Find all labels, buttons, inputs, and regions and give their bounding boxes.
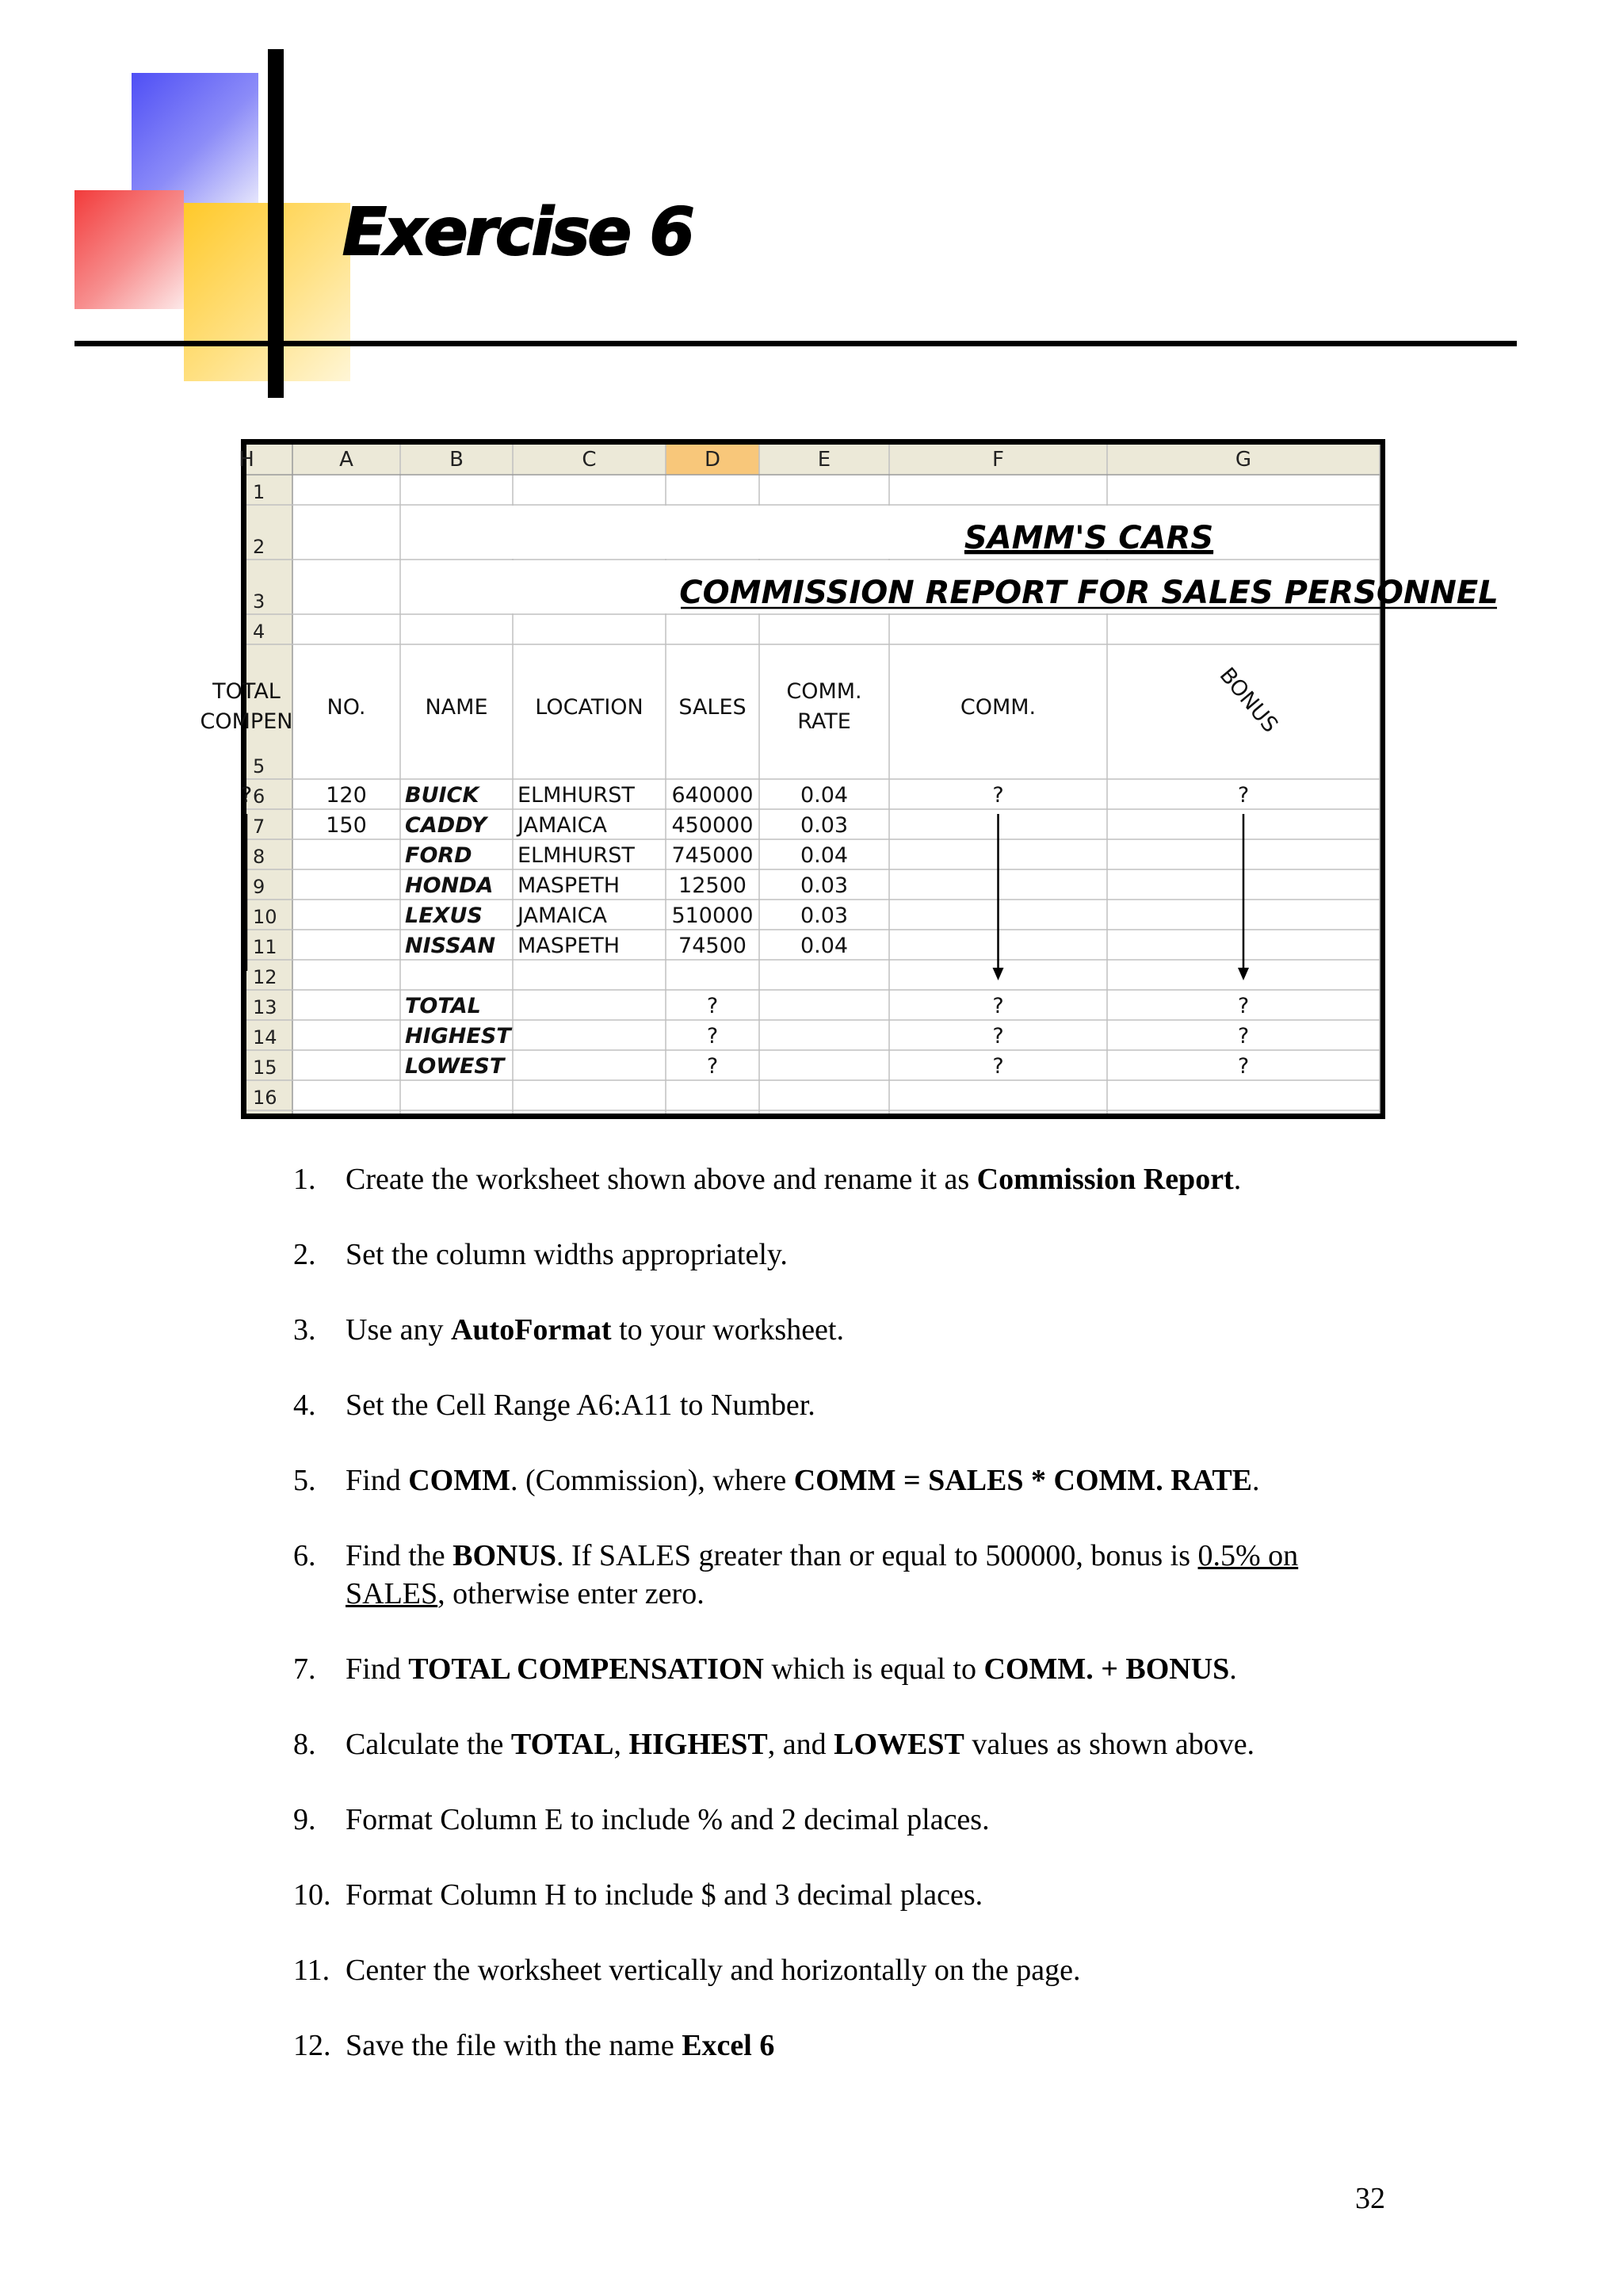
- instruction-item: [293, 1650, 1387, 1688]
- logo-yellow-square: [184, 203, 350, 381]
- column-letter: C: [582, 448, 597, 472]
- instruction-text: Find the: [346, 1539, 453, 1572]
- cell-name: CADDY: [405, 813, 487, 838]
- row-number: 12: [253, 966, 277, 988]
- row-number: 5: [253, 755, 265, 777]
- instruction-item: [293, 1386, 1387, 1424]
- instruction-item: [293, 1725, 1387, 1763]
- cell-comm: ?: [992, 783, 1004, 808]
- instruction-text: Format Column E to include % and 2 decimal places.: [346, 1803, 990, 1836]
- header-total-line2: COMPEN: [200, 709, 293, 734]
- instruction-item: [293, 1537, 1387, 1613]
- row-number: 9: [253, 876, 265, 898]
- instruction-item: [293, 1951, 1387, 1989]
- spreadsheet-screenshot: [200, 439, 1499, 1119]
- instruction-text: Find: [346, 1464, 409, 1497]
- header-comm-rate-line2: RATE: [797, 709, 851, 734]
- instruction-text: , and: [767, 1728, 834, 1761]
- summary-sales: ?: [706, 1054, 719, 1079]
- cell-sales: 12500: [678, 873, 747, 898]
- instruction-text: ,: [613, 1728, 629, 1761]
- cell-location: MASPETH: [517, 873, 621, 898]
- instruction-text: . If SALES greater than or equal to 500000, bonus is: [556, 1539, 1198, 1572]
- cell-sales: 74500: [678, 934, 747, 958]
- column-letter: H: [239, 448, 254, 472]
- instruction-bold-text: Excel 6: [682, 2029, 775, 2062]
- instruction-item: [293, 1801, 1387, 1839]
- instruction-text: .: [1229, 1652, 1237, 1686]
- instruction-bold-text: COMM: [408, 1464, 510, 1497]
- instruction-text: Set the Cell Range A6:A11 to Number.: [346, 1389, 815, 1422]
- cell-sales: 450000: [671, 813, 754, 838]
- row-number: 10: [253, 906, 277, 928]
- instruction-bold-text: Commission Report: [976, 1163, 1234, 1196]
- instruction-text: Create the worksheet shown above and rename it as: [346, 1163, 977, 1196]
- header-no: NO.: [327, 695, 366, 720]
- logo-blue-square: [132, 73, 258, 204]
- cell-location: ELMHURST: [517, 843, 635, 868]
- cell-rate: 0.04: [800, 843, 849, 868]
- cell-bonus: ?: [1237, 783, 1250, 808]
- header-location: LOCATION: [535, 695, 643, 720]
- instruction-item: [293, 2027, 1387, 2065]
- summary-label: LOWEST: [405, 1054, 505, 1079]
- row-number: 11: [253, 936, 277, 958]
- instruction-number: 7.: [293, 1652, 316, 1686]
- instruction-item: [293, 1311, 1387, 1349]
- instruction-text: values as shown above.: [964, 1728, 1255, 1761]
- instruction-text: . (Commission), where: [510, 1464, 794, 1497]
- instruction-text: to your worksheet.: [611, 1313, 844, 1347]
- instruction-item: [293, 1876, 1387, 1914]
- cell-name: LEXUS: [405, 904, 483, 928]
- cell-name: NISSAN: [405, 934, 496, 958]
- summary-bonus: ?: [1237, 1024, 1250, 1049]
- page-number: 32: [1355, 2182, 1385, 2215]
- instruction-text: Format Column H to include $ and 3 decimal places.: [346, 1878, 983, 1912]
- header-sales: SALES: [678, 695, 747, 720]
- cell-location: JAMAICA: [517, 813, 608, 838]
- cell-rate: 0.03: [800, 904, 849, 928]
- instruction-underlined-text: 0.5% on SALES: [346, 1539, 1299, 1610]
- instruction-bold-text: COMM. + BONUS: [983, 1652, 1230, 1686]
- summary-bonus: ?: [1237, 994, 1250, 1018]
- instruction-bold-text: TOTAL: [510, 1728, 614, 1761]
- column-letter: E: [817, 448, 831, 472]
- summary-sales: ?: [706, 994, 719, 1018]
- column-letter: A: [339, 448, 353, 472]
- summary-sales: ?: [706, 1024, 719, 1049]
- title-horizontal-rule: [74, 341, 1517, 346]
- row-number: 6: [253, 785, 265, 808]
- instruction-text: Find: [346, 1652, 409, 1686]
- row-number: 8: [253, 846, 265, 868]
- instruction-list: [293, 1160, 1387, 2102]
- merged-title-cell: [401, 506, 1379, 559]
- instruction-bold-text: COMM = SALES * COMM. RATE: [793, 1464, 1253, 1497]
- instruction-text: .: [1233, 1163, 1242, 1196]
- instruction-item: [293, 1236, 1387, 1274]
- instruction-number: 5.: [293, 1464, 316, 1497]
- column-header-bar: [246, 445, 1380, 475]
- row-number: 2: [253, 536, 265, 558]
- row-number: 7: [253, 816, 265, 838]
- row-number: 3: [253, 590, 265, 613]
- cell-sales: 640000: [671, 783, 754, 808]
- cell-sales: 745000: [671, 843, 754, 868]
- instruction-item: [293, 1461, 1387, 1499]
- summary-bonus: ?: [1237, 1054, 1250, 1079]
- cell-total: ?: [240, 783, 253, 808]
- header-name: NAME: [425, 695, 488, 720]
- instruction-number: 4.: [293, 1389, 316, 1422]
- instruction-bold-text: BONUS: [453, 1539, 557, 1572]
- row-number: 15: [253, 1056, 277, 1079]
- cell-sales: 510000: [671, 904, 754, 928]
- header-comm-rate-line1: COMM.: [786, 679, 862, 704]
- cell-location: ELMHURST: [517, 783, 635, 808]
- spreadsheet-grid: [200, 445, 1499, 1114]
- instruction-text: Use any: [346, 1313, 451, 1347]
- cell-name: FORD: [405, 843, 472, 868]
- row-number: 4: [253, 621, 265, 643]
- cell-name: HONDA: [405, 873, 494, 898]
- page-title: Exercise 6: [342, 195, 693, 270]
- instruction-item: [293, 1160, 1387, 1198]
- summary-label: HIGHEST: [405, 1024, 511, 1049]
- header-bonus-rotated: BONUS: [1214, 663, 1283, 738]
- instruction-number: 10.: [293, 1878, 331, 1912]
- instruction-text: Save the file with the name: [346, 2029, 682, 2062]
- row-number: 1: [253, 481, 265, 503]
- instruction-number: 1.: [293, 1163, 316, 1196]
- company-title: SAMM'S CARS: [964, 520, 1214, 556]
- cell-rate: 0.03: [800, 813, 849, 838]
- instruction-text: Center the worksheet vertically and horizontally on the page.: [346, 1954, 1081, 1987]
- column-letter: D: [704, 448, 721, 472]
- instruction-number: 6.: [293, 1539, 316, 1572]
- instruction-number: 3.: [293, 1313, 316, 1347]
- cell-name: BUICK: [405, 783, 479, 808]
- header-comm: COMM.: [960, 695, 1037, 720]
- instruction-text: .: [1252, 1464, 1260, 1497]
- instruction-bold-text: HIGHEST: [628, 1728, 768, 1761]
- instruction-text: Set the column widths appropriately.: [346, 1238, 788, 1271]
- logo-red-square: [74, 190, 184, 309]
- cell-location: MASPETH: [517, 934, 621, 958]
- instruction-text: Calculate the: [346, 1728, 511, 1761]
- instruction-bold-text: TOTAL COMPENSATION: [408, 1652, 764, 1686]
- cell-rate: 0.03: [800, 873, 849, 898]
- cell-location: JAMAICA: [517, 904, 608, 928]
- summary-label: TOTAL: [405, 994, 481, 1018]
- column-letter: B: [449, 448, 464, 472]
- instruction-number: 9.: [293, 1803, 316, 1836]
- summary-comm: ?: [992, 1024, 1004, 1049]
- instruction-number: 8.: [293, 1728, 316, 1761]
- summary-comm: ?: [992, 1054, 1004, 1079]
- column-letter: G: [1235, 448, 1252, 472]
- instruction-number: 2.: [293, 1238, 316, 1271]
- instruction-number: 12.: [293, 2029, 331, 2062]
- instruction-text: , otherwise enter zero.: [437, 1577, 705, 1610]
- instruction-bold-text: LOWEST: [834, 1728, 964, 1761]
- cell-no: 120: [326, 783, 367, 808]
- header-total-line1: TOTAL: [212, 679, 281, 704]
- cell-rate: 0.04: [800, 783, 849, 808]
- cell-no: 150: [326, 813, 367, 838]
- instruction-text: which is equal to: [763, 1652, 984, 1686]
- row-number: 14: [253, 1026, 277, 1049]
- instruction-number: 11.: [293, 1954, 330, 1987]
- cell-rate: 0.04: [800, 934, 849, 958]
- report-title: COMMISSION REPORT FOR SALES PERSONNEL: [679, 575, 1499, 611]
- summary-comm: ?: [992, 994, 1004, 1018]
- column-letter: F: [992, 448, 1004, 472]
- row-number: 16: [253, 1087, 277, 1109]
- instruction-bold-text: AutoFormat: [450, 1313, 612, 1347]
- row-number: 13: [253, 996, 277, 1018]
